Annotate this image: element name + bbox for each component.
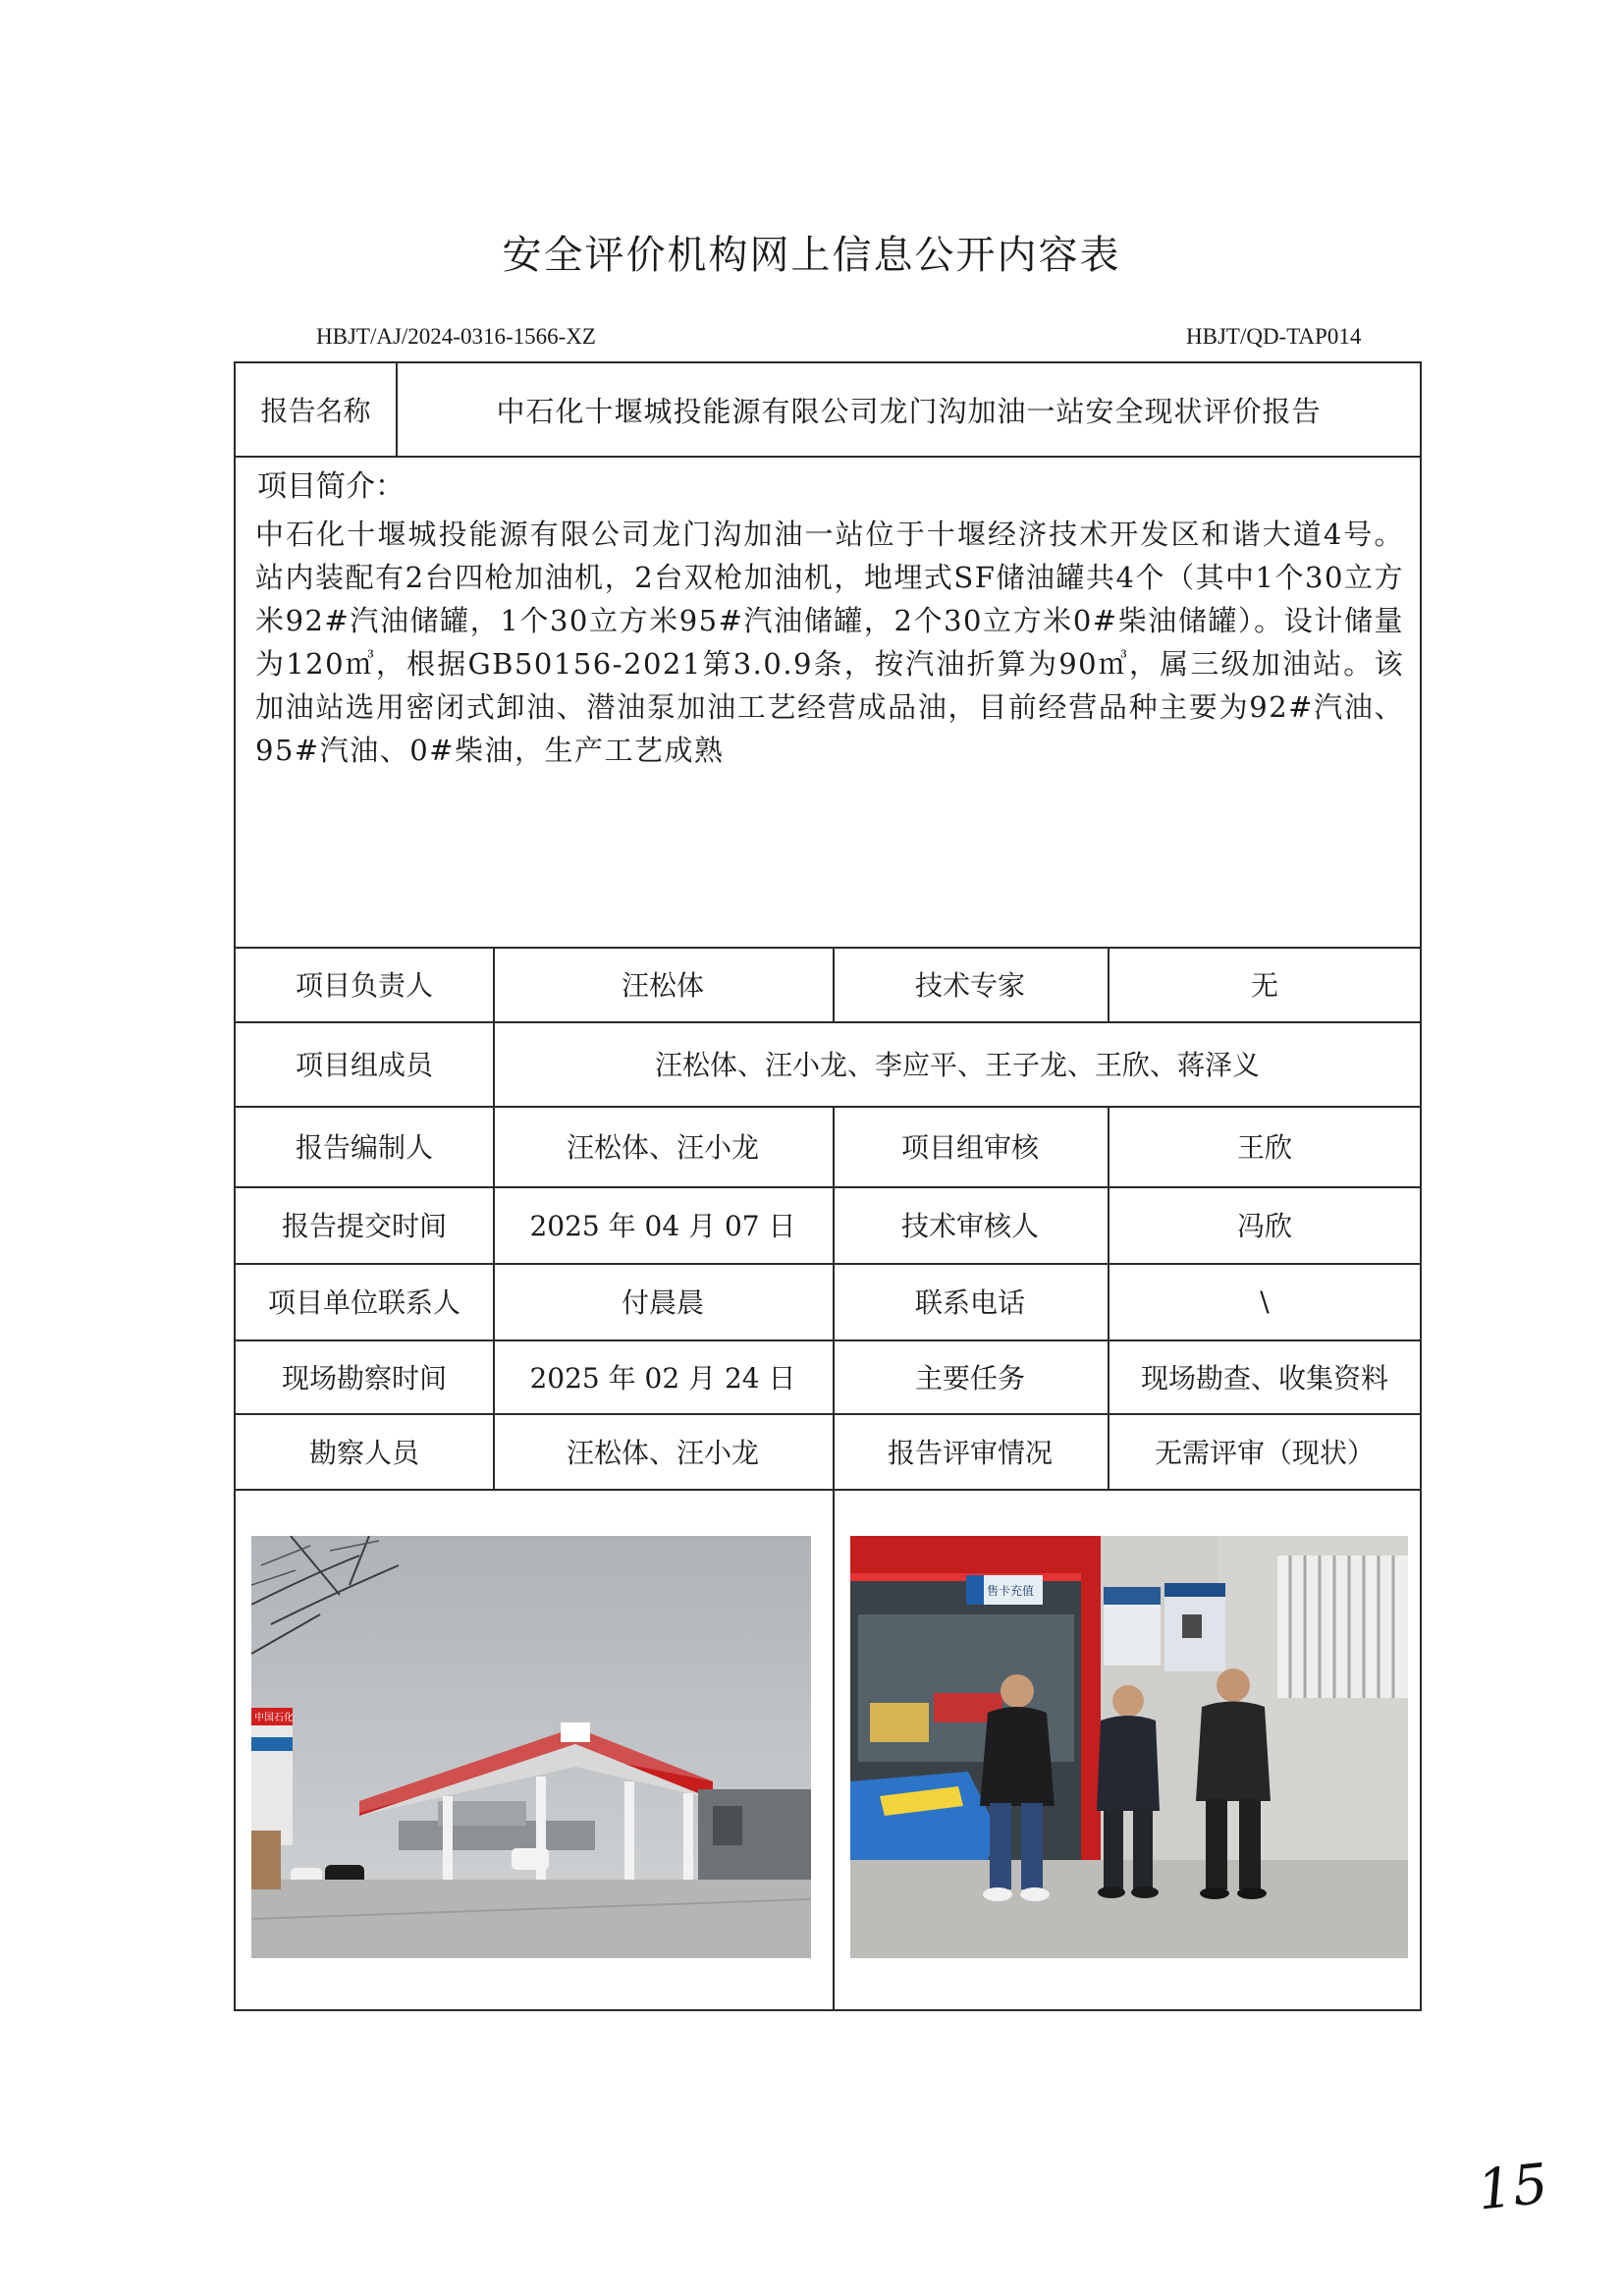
surveyor-value: 汪松体、汪小龙	[566, 1436, 759, 1469]
expert-value: 无	[1250, 969, 1278, 1002]
intro-label: 项目简介：	[257, 469, 405, 504]
gas-station-photo	[251, 1536, 811, 1958]
task-label: 主要任务	[914, 1361, 1025, 1394]
team-review-value: 王欣	[1236, 1131, 1292, 1164]
surveyors-photo	[850, 1536, 1408, 1958]
task-value: 现场勘查、收集资料	[1140, 1361, 1388, 1394]
phone-label: 联系电话	[914, 1286, 1025, 1319]
report-name-label: 报告名称	[260, 395, 371, 427]
surveyor-label: 勘察人员	[308, 1436, 419, 1469]
tech-review-value: 冯欣	[1236, 1210, 1292, 1242]
right-sign-text: 售卡充值	[987, 1584, 1035, 1598]
team-review-label: 项目组审核	[900, 1131, 1039, 1164]
leader-label: 项目负责人	[295, 969, 433, 1002]
form-code: HBJT/QD-TAP014	[1186, 324, 1362, 349]
contact-value: 付晨晨	[621, 1286, 704, 1319]
submit-time-value: 2025 年 04 月 07 日	[529, 1210, 796, 1242]
document-code: HBJT/AJ/2024-0316-1566-XZ	[316, 324, 596, 349]
page-number: 15	[1474, 2152, 1551, 2223]
contact-label: 项目单位联系人	[267, 1286, 460, 1319]
leader-value: 汪松体	[621, 969, 704, 1002]
left-sign-text: 中国石化	[254, 1713, 294, 1723]
page-title: 安全评价机构网上信息公开内容表	[502, 233, 1121, 278]
members-label: 项目组成员	[295, 1049, 433, 1081]
author-value: 汪松体、汪小龙	[566, 1131, 759, 1164]
review-label: 报告评审情况	[887, 1436, 1053, 1469]
survey-time-label: 现场勘察时间	[281, 1361, 447, 1394]
report-name-value: 中石化十堰城投能源有限公司龙门沟加油一站安全现状评价报告	[496, 394, 1322, 428]
intro-text: 中石化十堰城投能源有限公司龙门沟加油一站位于十堰经济技术开发区和谐大道4号。站内装配有2台四枪加油机，2台双枪加油机，地埋式SF储油罐共4个（其中1个30立方米92#汽油储罐，1个30立方米95#汽油储罐，2个30立方米0#柴油储罐）。设计储量为120㎥，根据GB50156-2021第3.0.9条，按汽油折算为90㎥，属三级加油站。该加油站选用密闭式卸油、潜油泵加油工艺经营成品油，目前经营品种主要为92#汽油、95#汽油、0#柴油，生产工艺成熟	[255, 518, 1404, 767]
author-label: 报告编制人	[295, 1131, 433, 1164]
phone-value: \	[1260, 1285, 1270, 1318]
review-value: 无需评审（现状）	[1154, 1436, 1375, 1469]
info-table	[234, 361, 1422, 2011]
survey-time-value: 2025 年 02 月 24 日	[529, 1361, 796, 1394]
expert-label: 技术专家	[914, 969, 1025, 1002]
members-value: 汪松体、汪小龙、李应平、王子龙、王欣、蒋泽义	[654, 1049, 1260, 1081]
submit-time-label: 报告提交时间	[281, 1210, 447, 1242]
tech-review-label: 技术审核人	[900, 1210, 1039, 1242]
